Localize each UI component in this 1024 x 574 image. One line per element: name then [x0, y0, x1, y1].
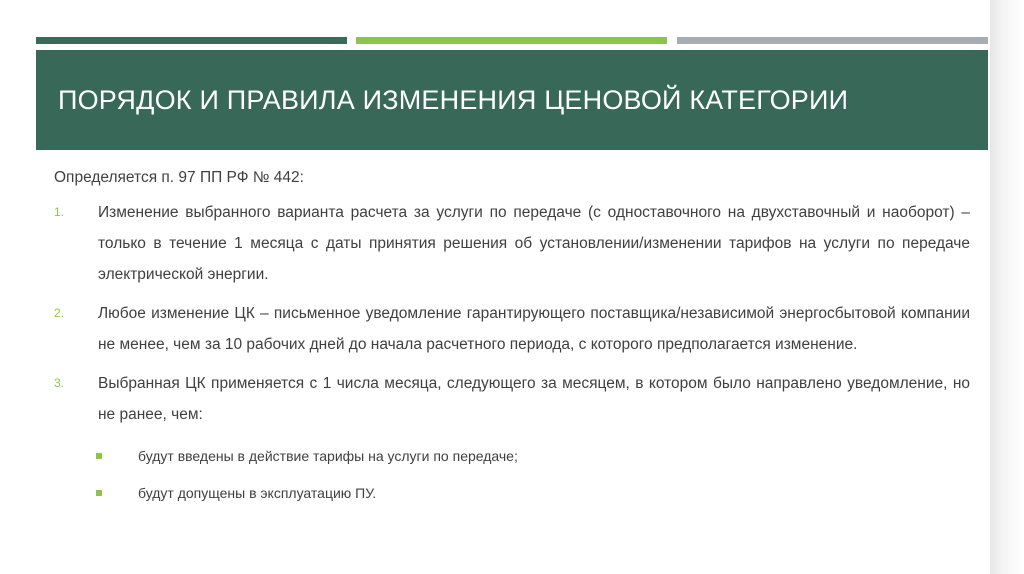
top-accent-bar-dark-green [36, 37, 347, 44]
square-bullet-icon [96, 490, 102, 496]
list-item-text: Выбранная ЦК применяется с 1 числа месяца, следующего за месяцем, в котором было направлено уведомление, но не ранее, чем: [98, 375, 970, 423]
list-item-2 [54, 298, 970, 360]
sub-list-item-text: будут введены в действие тарифы на услуги по передаче; [138, 448, 518, 464]
slide-title: ПОРЯДОК И ПРАВИЛА ИЗМЕНЕНИЯ ЦЕНОВОЙ КАТЕГОРИИ [58, 84, 849, 115]
list-item-number: 1. [54, 205, 65, 219]
list-item-3 [54, 368, 970, 430]
title-band [36, 50, 988, 150]
intro-text: Определяется п. 97 ПП РФ № 442: [54, 169, 304, 186]
sub-list [54, 438, 970, 512]
top-accent-bar-light-green [356, 37, 667, 44]
list-item-text: Изменение выбранного варианта расчета за услуги по передаче (с одноставочного на двухставочный и наоборот) – только в течение 1 месяца с даты принятия решения об установлении/изменении тарифов на услуги по передаче электрической энергии. [98, 204, 970, 283]
sub-list-item-2 [54, 475, 970, 512]
top-accent-bar-gray [677, 37, 988, 44]
square-bullet-icon [96, 453, 102, 459]
sub-list-item-1 [54, 438, 970, 475]
list-item-number: 3. [54, 376, 65, 390]
slide-content [54, 162, 970, 512]
list-item-1 [54, 197, 970, 290]
page-edge-shadow [990, 0, 1024, 574]
list-item-number: 2. [54, 306, 65, 320]
list-item-text: Любое изменение ЦК – письменное уведомление гарантирующего поставщика/независимой энергосбытовой компании не менее, чем за 10 рабочих дней до начала расчетного периода, с которого предполагается изменение. [98, 305, 970, 353]
sub-list-item-text: будут допущены в эксплуатацию ПУ. [138, 485, 377, 501]
